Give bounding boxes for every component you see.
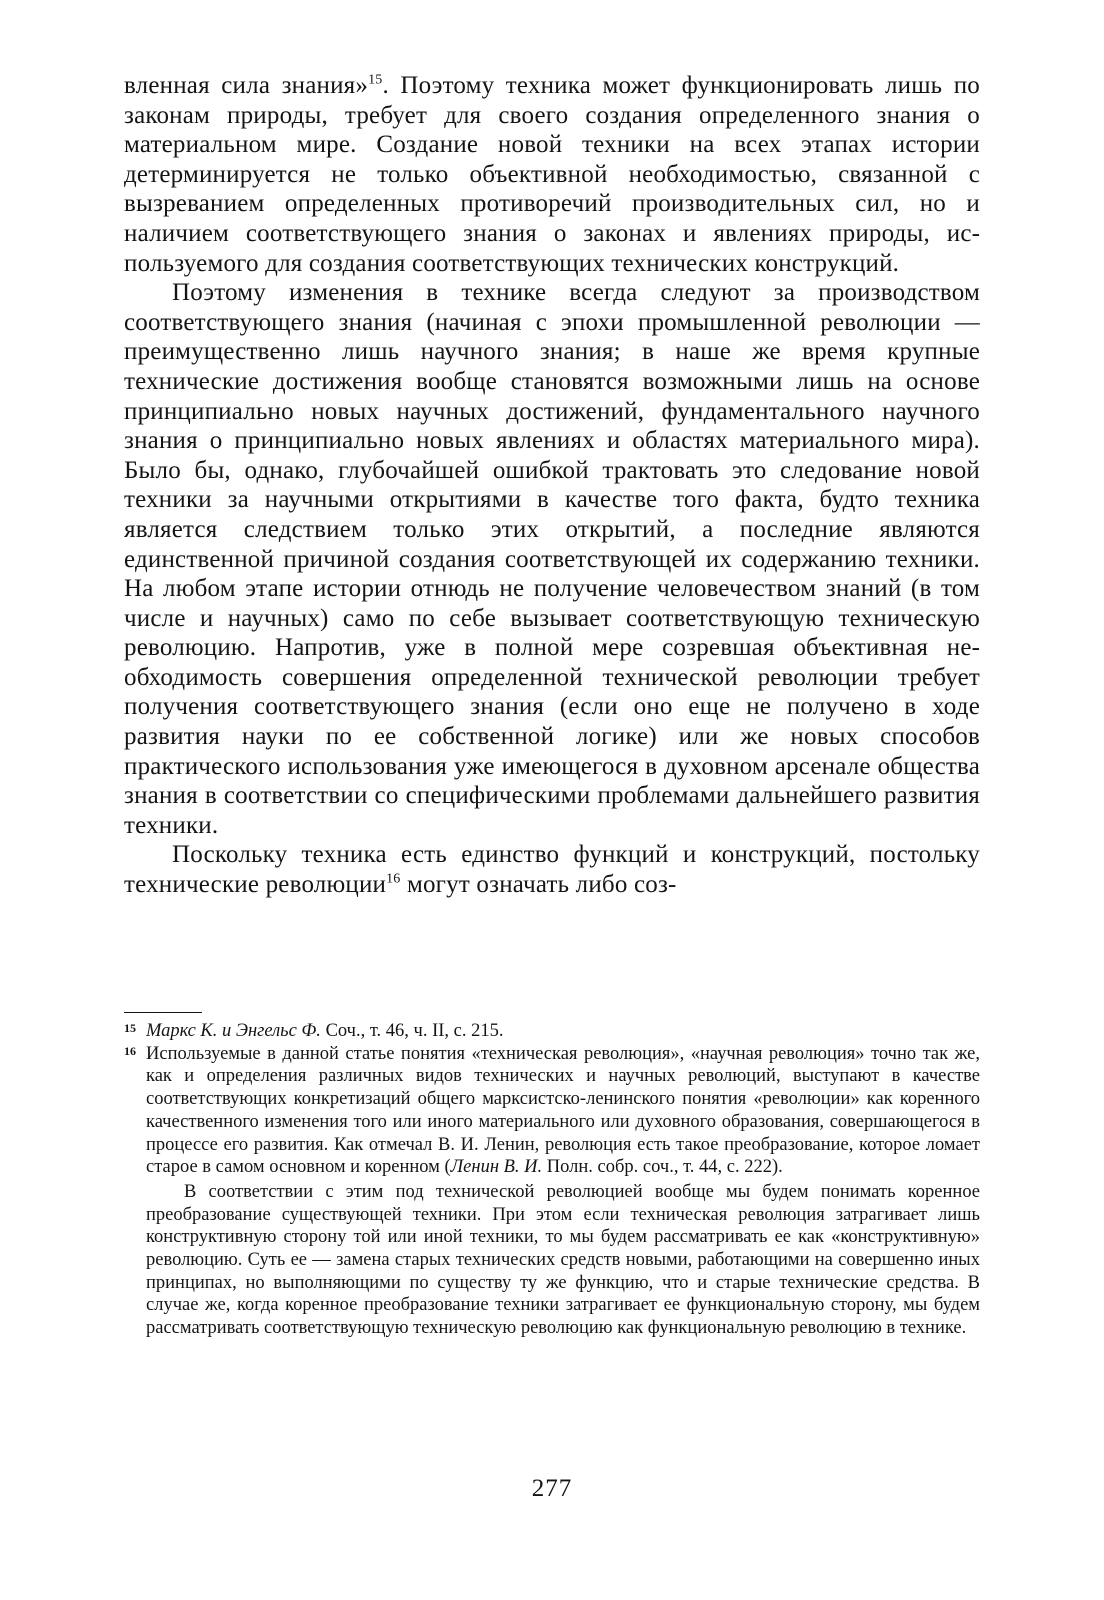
footnote-16-text-b: Полн. собр. соч., т. 44, с. 222). (542, 1157, 783, 1178)
paragraph-3 (124, 840, 980, 899)
footnote-15-authors: Маркс К. и Энгельс Ф. (146, 1021, 321, 1041)
paragraph-3-text-a: Поскольку техника есть единство функций и конструкций, постольку технические революции (124, 841, 980, 899)
page-number: 277 (531, 1475, 573, 1502)
footnote-15-text (146, 1020, 980, 1043)
paragraph-1-text-b: . Поэтому техника может функционировать лишь по законам природы, требует для своего создания определенного знания о материальном мире. Создание новой техники на всех этапах истории детерминируется не только объективной необходимостью, связанной с вызреванием определенных противоречий производительных сил, но и наличием соответствующего знания о законах и явлениях природы, используемого для создания соответствующих технических конструкций. (124, 72, 980, 277)
footnote-16-text-a: Используемые в данной статье понятия «техническая революция», «научная революция» точно так же, как и определения различных видов технических и научных революций, выступают в качестве соответствующих конкретизаций общего марксистско-ленинского понятия «революции» как коренного качественного изменения того или иного материального или духовного образования, совершающегося в процессе его развития. Как отмечал В. И. Ленин, революция есть такое преобразование, которое ломает старое в самом основном и коренном ( (146, 1043, 980, 1178)
footnote-16-paragraph-2: В соответствии с этим под технической революцией вообще мы будем понимать коренное преобразование существующей техники. При этом если техническая революция затрагивает лишь конструктивную сторону той или иной техники, то мы будем рассматривать ее как «конструктивную» революцию. Суть ее — замена старых технических средств новыми, работающими на совершенно иных принципах, но выполняющими по существу ту же функцию, что и старые технические средства. В случае же, когда коренное преобразование техники затрагивает ее функциональную сторону, мы будем рассматривать соответствующую техническую революцию как функциональную революцию в технике. (146, 1181, 980, 1339)
paragraph-1 (124, 71, 980, 278)
footnote-16-author: Ленин В. И. (450, 1157, 543, 1178)
footnote-15-source: Соч., т. 46, ч. II, с. 215. (320, 1021, 504, 1041)
footnote-15 (124, 1020, 980, 1043)
footnote-ref-16: 16 (386, 871, 401, 887)
footnote-16-number: 16 (124, 1043, 136, 1058)
paragraph-3-text-b: могут означать либо соз- (400, 871, 677, 899)
footnote-16 (124, 1043, 980, 1340)
footnotes (124, 1020, 980, 1340)
footnote-ref-15: 15 (368, 72, 383, 88)
main-text (124, 71, 980, 900)
paragraph-2: Поэтому изменения в технике всегда следуют за производством соответствующего знания (начиная с эпохи промышленной революции — преимущественно лишь научного знания; в наше же время крупные технические достижения вообще становятся возможными лишь на основе принципиально новых научных достижений, фундаментального научного знания о принципиально новых явлениях и областях материального мира). Было бы, однако, глубочайшей ошибкой трактовать это следование новой техники за научными открытиями в качестве того факта, будто техника является следствием только этих открытий, а последние являются единственной причиной создания соответствующей их содержанию техники. На любом этапе истории отнюдь не получение человечеством знаний (в том числе и научных) само по себе вызывает соответствующую техническую революцию. Напротив, уже в полной мере созревшая объективная необходимость совершения определенной технической революции требует получения соответствующего знания (если оно еще не получено в ходе развития науки по ее собственной логике) или же новых способов практического использования уже имеющегося в духовном арсенале общества знания в соответствии со специфическими проблемами дальнейшего развития техники. (124, 279, 980, 839)
paragraph-1-text-a: вленная сила знания» (124, 72, 369, 99)
footnote-divider (124, 1012, 202, 1013)
footnote-16-paragraph-1 (146, 1043, 980, 1179)
footnote-15-number: 15 (124, 1021, 136, 1035)
